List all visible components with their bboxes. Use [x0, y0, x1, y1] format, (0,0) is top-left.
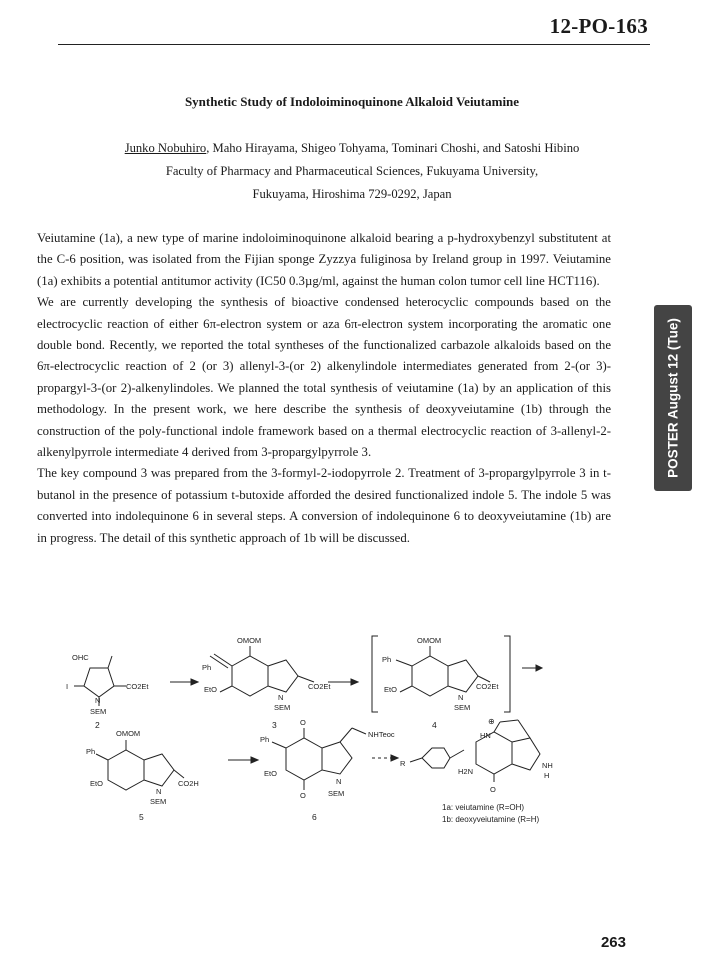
group-eto: EtO [264, 769, 277, 778]
co-authors: , Maho Hirayama, Shigeo Tohyama, Tominari Choshi, and Satoshi Hibino [206, 141, 580, 155]
presenting-author: Junko Nobuhiro [124, 141, 207, 155]
group-omom: OMOM [116, 729, 141, 738]
group-ph: Ph [260, 735, 270, 744]
page-number: 263 [600, 934, 626, 951]
group-co2h: CO2H [178, 779, 199, 788]
group-eto: EtO [90, 779, 103, 788]
group-n: N [156, 787, 162, 796]
author-list [0, 141, 704, 156]
group-iodo: I [66, 682, 69, 691]
group-o-top: O [300, 718, 306, 727]
charge-plus: ⊕ [488, 717, 495, 726]
paragraph-methodology: We are currently developing the synthesis of bioactive condensed heterocyclic compounds based on the electrocyclic reaction of either 6π-electron system or aza 6π-electron system incorporating the aromatic one double bond. Recently, we reported the total syntheses of the functionalized carbazole alkaloids based on the 6π-electrocyclic reaction of 2 (or 3) allenyl-3-(or 2) alkenylindole intermediates generated from 2-(or 3)-propargyl-3-(or 2)-alkenylindoles. We planned the total synthesis of veiutamine (1a) by an application of this methodology. In the present work, we here describe the synthesis of deoxyveiutamine (1b) through the construction of the poly-functional indole framework based on a thermal electrocyclic reaction of 3-allenyl-2-alkenylpyrrole intermediate 4 derived from 3-propargylpyrrole 3. [37, 295, 611, 460]
group-hn: HN [480, 731, 491, 740]
group-eto: EtO [204, 685, 217, 694]
group-co2et: CO2Et [126, 682, 149, 691]
session-side-tab [654, 305, 692, 491]
structure-compound-3 [210, 646, 314, 696]
group-nh: NH [542, 761, 553, 770]
compound-label-1b: 1b: deoxyveiutamine (R=H) [442, 815, 540, 824]
group-nhteoc: NHTeoc [368, 730, 395, 739]
paper-title: Synthetic Study of Indoloiminoquinone Alkaloid Veiutamine [184, 94, 520, 109]
group-sem: SEM [150, 797, 167, 806]
group-n: N [95, 696, 101, 705]
group-n: N [336, 777, 342, 786]
session-side-tab-label: POSTER August 12 (Tue) [665, 318, 681, 478]
compound-label-3: 3 [272, 720, 277, 730]
intermediate-bracket-right [504, 636, 510, 712]
structure-compound-1 [410, 720, 540, 782]
compound-label-2: 2 [95, 720, 100, 730]
group-ohc: OHC [72, 653, 89, 662]
reaction-scheme [60, 630, 620, 830]
group-omom: OMOM [237, 636, 262, 645]
group-sem: SEM [274, 703, 291, 712]
structure-compound-6 [272, 728, 366, 790]
intermediate-bracket-left [372, 636, 378, 712]
group-omom: OMOM [417, 636, 442, 645]
group-r: R [400, 759, 406, 768]
group-n: N [458, 693, 464, 702]
header-rule [58, 44, 650, 45]
compound-label-5: 5 [139, 812, 144, 822]
structure-compound-5 [96, 740, 184, 790]
group-ph: Ph [86, 747, 96, 756]
affiliation-faculty: Faculty of Pharmacy and Pharmaceutical Sciences, Fukuyama University, [165, 164, 539, 178]
group-n: N [278, 693, 284, 702]
paragraph-intro: Veiutamine (1a), a new type of marine indoloiminoquinone alkaloid bearing a p-hydroxybenzyl substitutent at the C-6 position, was isolated from the Fijian sponge Zyzzya fuliginosa by Ireland group in 1997. Veiutamine (1a) exhibits a potential antitumor activity (IC50 0.3µg/ml, against the human colon tumor cell line HCT116). [37, 231, 611, 288]
group-co2et: CO2Et [308, 682, 331, 691]
abstract-body [37, 228, 611, 549]
group-o-anion: O [490, 785, 496, 794]
group-ph: Ph [202, 663, 212, 672]
group-eto: EtO [384, 685, 397, 694]
poster-id: 12-PO-163 [549, 14, 648, 38]
paragraph-results: The key compound 3 was prepared from the 3-formyl-2-iodopyrrole 2. Treatment of 3-propargylpyrrole 3 in t-butanol in the presence of potassium t-butoxide afforded the desired functionalized indole 5. The indole 5 was converted into indolequinone 6 in several steps. A conversion of indolequinone 6 to deoxyveiutamine (1b) are in progress. The detail of this synthetic approach of 1b will be discussed. [37, 466, 611, 545]
group-ph: Ph [382, 655, 392, 664]
group-co2et: CO2Et [476, 682, 499, 691]
group-h: H [544, 771, 550, 780]
group-sem: SEM [454, 703, 471, 712]
compound-label-4: 4 [432, 720, 437, 730]
affiliation-address: Fukuyama, Hiroshima 729-0292, Japan [252, 187, 452, 201]
group-o-bottom: O [300, 791, 306, 800]
group-sem: SEM [328, 789, 345, 798]
compound-label-6: 6 [312, 812, 317, 822]
compound-label-1a: 1a: veiutamine (R=OH) [442, 803, 525, 812]
group-h2n: H2N [458, 767, 474, 776]
group-sem: SEM [90, 707, 107, 716]
